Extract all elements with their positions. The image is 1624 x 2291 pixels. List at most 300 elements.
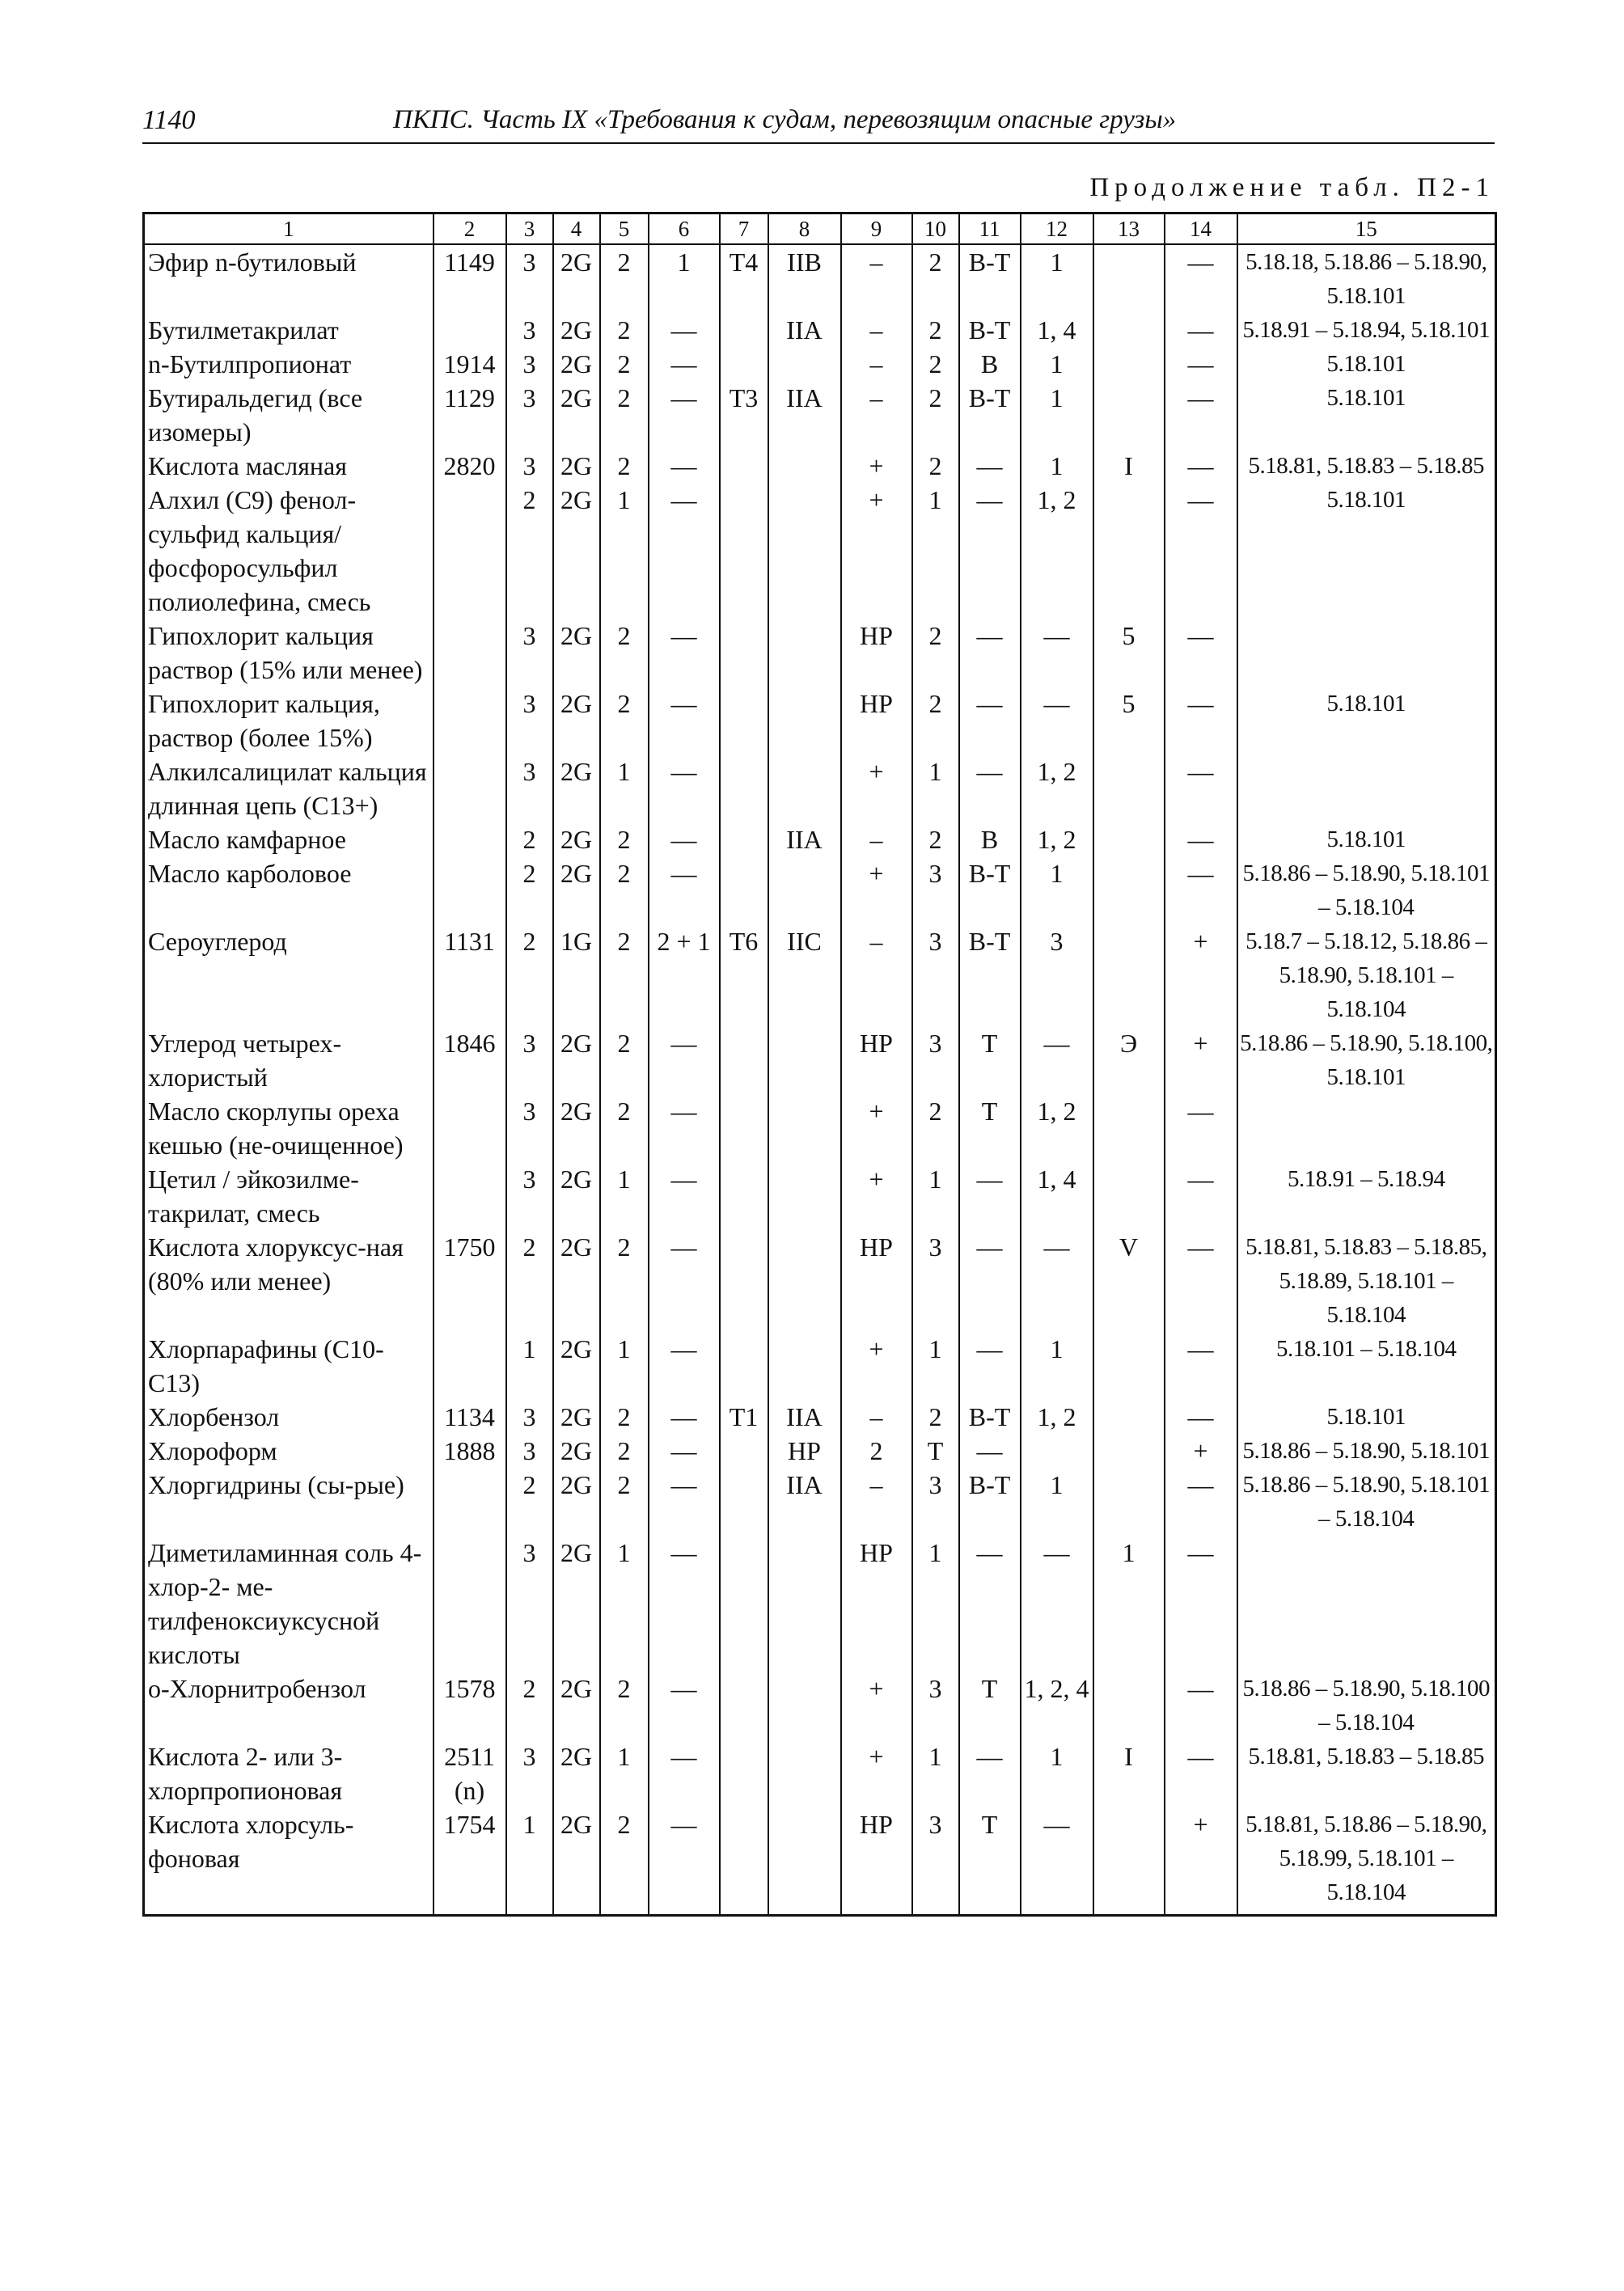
substance-name: Бутиральдегид (все изомеры): [144, 381, 433, 449]
gauging: 3: [912, 1468, 959, 1536]
ship-type: 2G: [553, 381, 600, 449]
table-row: [144, 244, 1496, 313]
gauging: 3: [912, 1026, 959, 1094]
hazard-class: 1: [506, 1807, 553, 1916]
tank-type: 2: [600, 619, 649, 687]
special-requirements: [1237, 1536, 1496, 1672]
substance-name: Диметиламинная соль 4-хлор-2- ме-тилфеноксиуксусной кислоты: [144, 1536, 433, 1672]
emergency-equip: [1093, 1162, 1165, 1230]
substance-name: Эфир n-бутиловый: [144, 244, 433, 313]
fire-protection: 1: [1021, 856, 1093, 924]
emergency-equip: [1093, 347, 1165, 381]
tank-type: 2: [600, 347, 649, 381]
hazard-class: 2: [506, 822, 553, 856]
vapour-detection: В: [959, 822, 1021, 856]
toxic-vapour: —: [1165, 244, 1237, 313]
substance-name: Хлорбензол: [144, 1400, 433, 1434]
special-requirements: 5.18.101: [1237, 347, 1496, 381]
equipment-group: IIA: [768, 822, 841, 856]
table-row: [144, 755, 1496, 822]
ship-type: 2G: [553, 687, 600, 755]
equipment-group: [768, 1536, 841, 1672]
vapour-detection: —: [959, 1434, 1021, 1468]
substance-name: Хлорпарафины (С10-С13): [144, 1332, 433, 1400]
substance-name: Алхил (С9) фенол-сульфид кальция/ фосфоросульфил полиолефина, смесь: [144, 483, 433, 619]
un-number: [433, 755, 506, 822]
fire-protection: —: [1021, 619, 1093, 687]
table-row: [144, 1434, 1496, 1468]
temp-class: [720, 755, 768, 822]
table-row: [144, 449, 1496, 483]
tank-type: 2: [600, 381, 649, 449]
vapour-detection: В-Т: [959, 856, 1021, 924]
cargo-table: [142, 212, 1497, 1917]
temp-class: [720, 347, 768, 381]
column-header-14: 14: [1165, 213, 1237, 245]
toxic-vapour: —: [1165, 856, 1237, 924]
vapour-detection: В-Т: [959, 1400, 1021, 1434]
emergency-equip: [1093, 244, 1165, 313]
un-number: 1888: [433, 1434, 506, 1468]
toxic-vapour: —: [1165, 755, 1237, 822]
table-row: [144, 347, 1496, 381]
tank-vent: —: [649, 687, 720, 755]
flash-point: +: [841, 1094, 912, 1162]
tank-vent: —: [649, 1332, 720, 1400]
tank-vent: —: [649, 822, 720, 856]
gauging: 3: [912, 1807, 959, 1916]
gauging: 2: [912, 244, 959, 313]
table-row: [144, 381, 1496, 449]
special-requirements: 5.18.101: [1237, 687, 1496, 755]
ship-type: 2G: [553, 822, 600, 856]
hazard-class: 3: [506, 1094, 553, 1162]
emergency-equip: 1: [1093, 1536, 1165, 1672]
emergency-equip: [1093, 755, 1165, 822]
temp-class: [720, 1672, 768, 1739]
special-requirements: 5.18.101: [1237, 483, 1496, 619]
fire-protection: —: [1021, 1230, 1093, 1332]
ship-type: 2G: [553, 1536, 600, 1672]
gauging: 3: [912, 924, 959, 1026]
gauging: 1: [912, 1332, 959, 1400]
toxic-vapour: —: [1165, 483, 1237, 619]
table-row: [144, 1094, 1496, 1162]
fire-protection: 1, 2: [1021, 822, 1093, 856]
tank-type: 2: [600, 449, 649, 483]
hazard-class: 3: [506, 449, 553, 483]
table-row: [144, 1536, 1496, 1672]
table-row: [144, 313, 1496, 347]
temp-class: T1: [720, 1400, 768, 1434]
fire-protection: 1: [1021, 449, 1093, 483]
emergency-equip: [1093, 1400, 1165, 1434]
flash-point: –: [841, 381, 912, 449]
table-row: [144, 619, 1496, 687]
special-requirements: 5.18.18, 5.18.86 – 5.18.90, 5.18.101: [1237, 244, 1496, 313]
tank-type: 1: [600, 483, 649, 619]
ship-type: 2G: [553, 1807, 600, 1916]
gauging: 2: [912, 313, 959, 347]
fire-protection: 1: [1021, 1739, 1093, 1807]
gauging: 1: [912, 483, 959, 619]
tank-type: 1: [600, 1332, 649, 1400]
equipment-group: IIA: [768, 1468, 841, 1536]
tank-vent: —: [649, 483, 720, 619]
hazard-class: 3: [506, 244, 553, 313]
toxic-vapour: —: [1165, 381, 1237, 449]
substance-name: Масло скорлупы ореха кешью (не-очищенное): [144, 1094, 433, 1162]
column-header-12: 12: [1021, 213, 1093, 245]
flash-point: +: [841, 1739, 912, 1807]
temp-class: [720, 1094, 768, 1162]
un-number: [433, 1162, 506, 1230]
vapour-detection: Т: [959, 1094, 1021, 1162]
tank-type: 2: [600, 1400, 649, 1434]
ship-type: 2G: [553, 1434, 600, 1468]
column-header-11: 11: [959, 213, 1021, 245]
flash-point: –: [841, 1400, 912, 1434]
un-number: 1129: [433, 381, 506, 449]
table-row: [144, 1162, 1496, 1230]
gauging: 2: [912, 347, 959, 381]
table-body: [144, 244, 1496, 1916]
special-requirements: 5.18.91 – 5.18.94, 5.18.101: [1237, 313, 1496, 347]
equipment-group: [768, 687, 841, 755]
special-requirements: 5.18.86 – 5.18.90, 5.18.100, 5.18.101: [1237, 1026, 1496, 1094]
toxic-vapour: —: [1165, 1400, 1237, 1434]
toxic-vapour: —: [1165, 822, 1237, 856]
hazard-class: 2: [506, 924, 553, 1026]
fire-protection: 1: [1021, 244, 1093, 313]
flash-point: +: [841, 1332, 912, 1400]
un-number: [433, 822, 506, 856]
column-header-6: 6: [649, 213, 720, 245]
ship-type: 2G: [553, 347, 600, 381]
gauging: 2: [912, 822, 959, 856]
un-number: 1131: [433, 924, 506, 1026]
un-number: [433, 1468, 506, 1536]
gauging: 2: [912, 687, 959, 755]
special-requirements: [1237, 755, 1496, 822]
vapour-detection: Т: [959, 1807, 1021, 1916]
special-requirements: 5.18.101: [1237, 381, 1496, 449]
fire-protection: 1, 2: [1021, 1094, 1093, 1162]
equipment-group: [768, 1230, 841, 1332]
ship-type: 2G: [553, 1230, 600, 1332]
gauging: 3: [912, 856, 959, 924]
temp-class: [720, 1468, 768, 1536]
tank-type: 2: [600, 687, 649, 755]
ship-type: 2G: [553, 755, 600, 822]
column-header-9: 9: [841, 213, 912, 245]
emergency-equip: [1093, 381, 1165, 449]
substance-name: Гипохлорит кальция, раствор (более 15%): [144, 687, 433, 755]
ship-type: 2G: [553, 1400, 600, 1434]
tank-vent: —: [649, 755, 720, 822]
substance-name: Цетил / эйкозилме-такрилат, смесь: [144, 1162, 433, 1230]
toxic-vapour: —: [1165, 619, 1237, 687]
column-header-13: 13: [1093, 213, 1165, 245]
emergency-equip: [1093, 1434, 1165, 1468]
tank-vent: —: [649, 1230, 720, 1332]
emergency-equip: [1093, 1094, 1165, 1162]
tank-vent: —: [649, 381, 720, 449]
flash-point: 2: [841, 1434, 912, 1468]
fire-protection: —: [1021, 687, 1093, 755]
un-number: 1149: [433, 244, 506, 313]
un-number: 1578: [433, 1672, 506, 1739]
special-requirements: 5.18.91 – 5.18.94: [1237, 1162, 1496, 1230]
tank-vent: —: [649, 1739, 720, 1807]
substance-name: Кислота 2- или 3-хлорпропионовая: [144, 1739, 433, 1807]
hazard-class: 3: [506, 1400, 553, 1434]
fire-protection: 1, 2, 4: [1021, 1672, 1093, 1739]
tank-vent: 2 + 1: [649, 924, 720, 1026]
column-header-4: 4: [553, 213, 600, 245]
equipment-group: IIA: [768, 313, 841, 347]
temp-class: [720, 483, 768, 619]
flash-point: НР: [841, 1807, 912, 1916]
substance-name: Сероуглерод: [144, 924, 433, 1026]
tank-vent: —: [649, 449, 720, 483]
emergency-equip: [1093, 483, 1165, 619]
vapour-detection: В-Т: [959, 244, 1021, 313]
tank-vent: —: [649, 619, 720, 687]
gauging: 2: [912, 1400, 959, 1434]
tank-type: 2: [600, 1468, 649, 1536]
tank-type: 1: [600, 755, 649, 822]
hazard-class: 3: [506, 619, 553, 687]
un-number: [433, 313, 506, 347]
substance-name: Хлоргидрины (сы-рые): [144, 1468, 433, 1536]
gauging: 2: [912, 381, 959, 449]
gauging: 1: [912, 1536, 959, 1672]
tank-type: 2: [600, 1230, 649, 1332]
special-requirements: 5.18.101 – 5.18.104: [1237, 1332, 1496, 1400]
un-number: [433, 619, 506, 687]
vapour-detection: —: [959, 1739, 1021, 1807]
substance-name: Углерод четырех-хлористый: [144, 1026, 433, 1094]
vapour-detection: —: [959, 1332, 1021, 1400]
fire-protection: 1: [1021, 381, 1093, 449]
fire-protection: 1: [1021, 1332, 1093, 1400]
tank-type: 2: [600, 1434, 649, 1468]
tank-type: 1: [600, 1162, 649, 1230]
table-row: [144, 1230, 1496, 1332]
vapour-detection: —: [959, 687, 1021, 755]
flash-point: НР: [841, 1230, 912, 1332]
gauging: 2: [912, 449, 959, 483]
un-number: [433, 1332, 506, 1400]
tank-vent: 1: [649, 244, 720, 313]
vapour-detection: Т: [959, 1672, 1021, 1739]
substance-name: Бутилметакрилат: [144, 313, 433, 347]
table-row: [144, 1807, 1496, 1916]
tank-vent: —: [649, 1468, 720, 1536]
equipment-group: [768, 483, 841, 619]
toxic-vapour: —: [1165, 1332, 1237, 1400]
ship-type: 2G: [553, 1672, 600, 1739]
un-number: 1750: [433, 1230, 506, 1332]
table-row: [144, 483, 1496, 619]
temp-class: [720, 1332, 768, 1400]
hazard-class: 3: [506, 381, 553, 449]
fire-protection: 1, 2: [1021, 483, 1093, 619]
toxic-vapour: —: [1165, 449, 1237, 483]
substance-name: о-Хлорнитробензол: [144, 1672, 433, 1739]
emergency-equip: 5: [1093, 619, 1165, 687]
tank-type: 2: [600, 856, 649, 924]
vapour-detection: —: [959, 619, 1021, 687]
temp-class: [720, 1807, 768, 1916]
tank-type: 1: [600, 1739, 649, 1807]
special-requirements: 5.18.86 – 5.18.90, 5.18.101 – 5.18.104: [1237, 856, 1496, 924]
column-header-8: 8: [768, 213, 841, 245]
tank-type: 2: [600, 1672, 649, 1739]
vapour-detection: —: [959, 1230, 1021, 1332]
ship-type: 2G: [553, 1162, 600, 1230]
un-number: [433, 483, 506, 619]
special-requirements: 5.18.101: [1237, 822, 1496, 856]
emergency-equip: [1093, 924, 1165, 1026]
vapour-detection: В-Т: [959, 313, 1021, 347]
tank-type: 2: [600, 822, 649, 856]
toxic-vapour: —: [1165, 1230, 1237, 1332]
fire-protection: 1, 2: [1021, 1400, 1093, 1434]
column-header-3: 3: [506, 213, 553, 245]
tank-vent: —: [649, 1162, 720, 1230]
temp-class: [720, 822, 768, 856]
column-number-row: [144, 213, 1496, 245]
hazard-class: 3: [506, 313, 553, 347]
equipment-group: [768, 856, 841, 924]
equipment-group: НР: [768, 1434, 841, 1468]
un-number: 1914: [433, 347, 506, 381]
ship-type: 1G: [553, 924, 600, 1026]
continuation-label: Продолжение табл. П2-1: [1089, 173, 1495, 202]
tank-type: 2: [600, 244, 649, 313]
hazard-class: 2: [506, 856, 553, 924]
ship-type: 2G: [553, 856, 600, 924]
substance-name: Масло карболовое: [144, 856, 433, 924]
equipment-group: [768, 755, 841, 822]
fire-protection: 1: [1021, 347, 1093, 381]
ship-type: 2G: [553, 1468, 600, 1536]
tank-type: 1: [600, 1536, 649, 1672]
toxic-vapour: +: [1165, 1434, 1237, 1468]
ship-type: 2G: [553, 483, 600, 619]
fire-protection: —: [1021, 1026, 1093, 1094]
tank-vent: —: [649, 1672, 720, 1739]
fire-protection: 3: [1021, 924, 1093, 1026]
un-number: [433, 1536, 506, 1672]
toxic-vapour: —: [1165, 1739, 1237, 1807]
flash-point: +: [841, 755, 912, 822]
temp-class: T4: [720, 244, 768, 313]
substance-name: Кислота хлорсуль-фоновая: [144, 1807, 433, 1916]
ship-type: 2G: [553, 1094, 600, 1162]
gauging: 2: [912, 1094, 959, 1162]
ship-type: 2G: [553, 244, 600, 313]
gauging: 2: [912, 619, 959, 687]
toxic-vapour: —: [1165, 1672, 1237, 1739]
special-requirements: [1237, 1094, 1496, 1162]
ship-type: 2G: [553, 619, 600, 687]
un-number: [433, 1094, 506, 1162]
hazard-class: 3: [506, 1162, 553, 1230]
hazard-class: 3: [506, 1434, 553, 1468]
column-header-5: 5: [600, 213, 649, 245]
fire-protection: 1: [1021, 1468, 1093, 1536]
equipment-group: [768, 1026, 841, 1094]
gauging: 1: [912, 1739, 959, 1807]
gauging: 1: [912, 755, 959, 822]
flash-point: НР: [841, 619, 912, 687]
ship-type: 2G: [553, 1739, 600, 1807]
hazard-class: 3: [506, 1026, 553, 1094]
emergency-equip: I: [1093, 1739, 1165, 1807]
fire-protection: 1, 4: [1021, 313, 1093, 347]
hazard-class: 3: [506, 755, 553, 822]
ship-type: 2G: [553, 449, 600, 483]
temp-class: [720, 449, 768, 483]
hazard-class: 2: [506, 1468, 553, 1536]
page-number: 1140: [142, 105, 196, 135]
toxic-vapour: —: [1165, 1162, 1237, 1230]
toxic-vapour: —: [1165, 1468, 1237, 1536]
special-requirements: 5.18.7 – 5.18.12, 5.18.86 – 5.18.90, 5.18.101 – 5.18.104: [1237, 924, 1496, 1026]
hazard-class: 3: [506, 1739, 553, 1807]
substance-name: Кислота хлоруксус-ная (80% или менее): [144, 1230, 433, 1332]
equipment-group: IIA: [768, 381, 841, 449]
un-number: 1134: [433, 1400, 506, 1434]
temp-class: [720, 313, 768, 347]
temp-class: [720, 856, 768, 924]
vapour-detection: Т: [959, 1026, 1021, 1094]
flash-point: –: [841, 313, 912, 347]
hazard-class: 3: [506, 1536, 553, 1672]
substance-name: Хлороформ: [144, 1434, 433, 1468]
fire-protection: [1021, 1434, 1093, 1468]
un-number: 2820: [433, 449, 506, 483]
column-header-10: 10: [912, 213, 959, 245]
special-requirements: 5.18.86 – 5.18.90, 5.18.100 – 5.18.104: [1237, 1672, 1496, 1739]
table-row: [144, 822, 1496, 856]
tank-vent: —: [649, 1434, 720, 1468]
vapour-detection: —: [959, 449, 1021, 483]
tank-vent: —: [649, 313, 720, 347]
gauging: 3: [912, 1672, 959, 1739]
emergency-equip: [1093, 856, 1165, 924]
table-row: [144, 1332, 1496, 1400]
un-number: [433, 687, 506, 755]
equipment-group: [768, 347, 841, 381]
fire-protection: —: [1021, 1807, 1093, 1916]
column-header-7: 7: [720, 213, 768, 245]
table-row: [144, 1468, 1496, 1536]
equipment-group: [768, 1807, 841, 1916]
temp-class: [720, 1434, 768, 1468]
emergency-equip: V: [1093, 1230, 1165, 1332]
fire-protection: 1, 4: [1021, 1162, 1093, 1230]
tank-vent: —: [649, 1026, 720, 1094]
emergency-equip: [1093, 1468, 1165, 1536]
temp-class: [720, 1162, 768, 1230]
gauging: Т: [912, 1434, 959, 1468]
hazard-class: 3: [506, 347, 553, 381]
tank-vent: —: [649, 1400, 720, 1434]
